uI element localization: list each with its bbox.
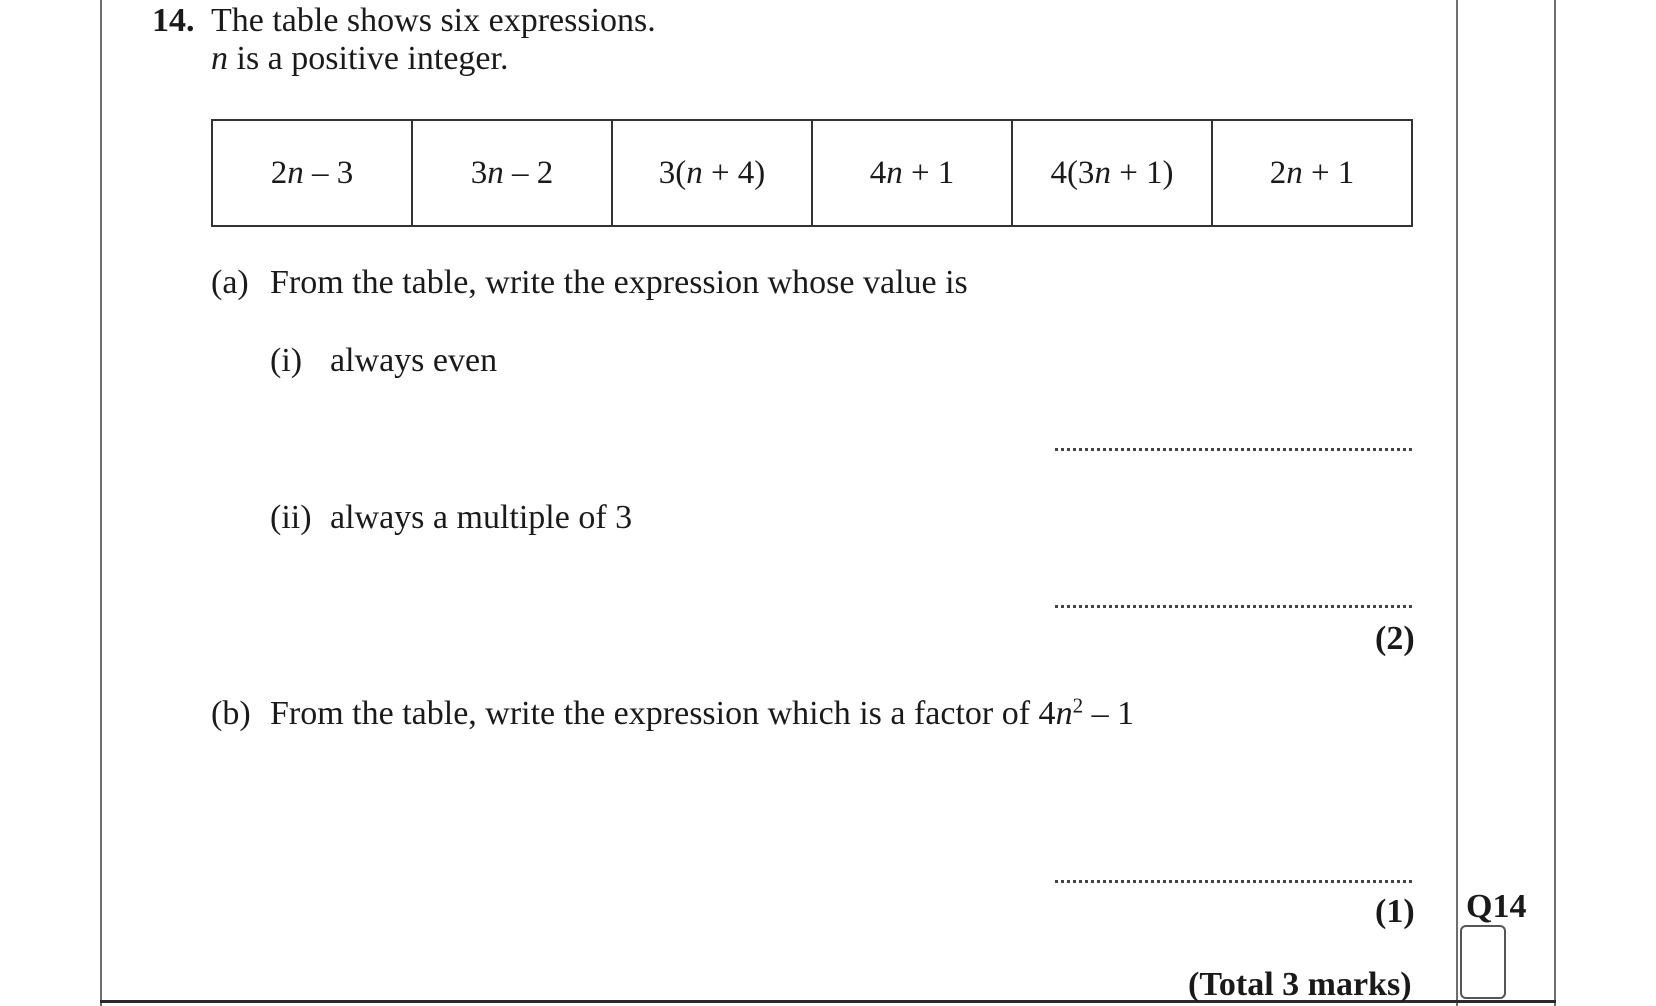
answer-line-b[interactable] [1055,880,1412,883]
expression-cell: 2n – 3 [212,120,412,226]
part-b-text-prefix: From the table, write the expression which is a factor of 4 [270,695,1056,732]
part-a-i-text: always even [330,342,498,379]
expressions-table [211,119,1413,227]
part-b-text-suffix: – 1 [1083,695,1135,732]
part-a-marks: (2) [1375,620,1415,657]
part-a-label: (a) [211,264,249,301]
expression-cell: 2n + 1 [1212,120,1412,226]
part-a-i-label: (i) [270,342,303,379]
answer-line-a-i[interactable] [1055,448,1412,451]
part-b-text [270,693,1135,732]
question-intro-line2 [211,42,508,76]
intro-line2-text: is a positive integer. [228,40,509,77]
question-number: 14. [152,2,195,39]
question-side-label: Q14 [1466,888,1527,925]
part-a-ii-text: always a multiple of 3 [330,499,633,536]
expression-cell: 3(n + 4) [612,120,812,226]
right-margin-line [1554,0,1556,1006]
bottom-rule-right [1506,1000,1556,1003]
expression-cell: 4n + 1 [812,120,1012,226]
variable-n: n [1055,695,1073,732]
left-margin-line [100,0,102,1006]
total-marks: (Total 3 marks) [1188,966,1412,1003]
part-a-ii-label: (ii) [270,499,312,536]
answer-margin-line [1456,0,1458,1006]
answer-line-a-ii[interactable] [1055,605,1412,608]
table-row [212,120,1412,226]
exponent: 2 [1072,693,1084,718]
part-a-text: From the table, write the expression whose value is [270,264,968,301]
question-intro: The table shows six expressions. [211,2,656,39]
expression-cell: 3n – 2 [412,120,612,226]
variable-n: n [211,40,228,77]
part-b-marks: (1) [1375,893,1415,930]
marks-box[interactable] [1460,925,1506,999]
expression-cell: 4(3n + 1) [1012,120,1212,226]
part-b-label: (b) [211,695,251,732]
